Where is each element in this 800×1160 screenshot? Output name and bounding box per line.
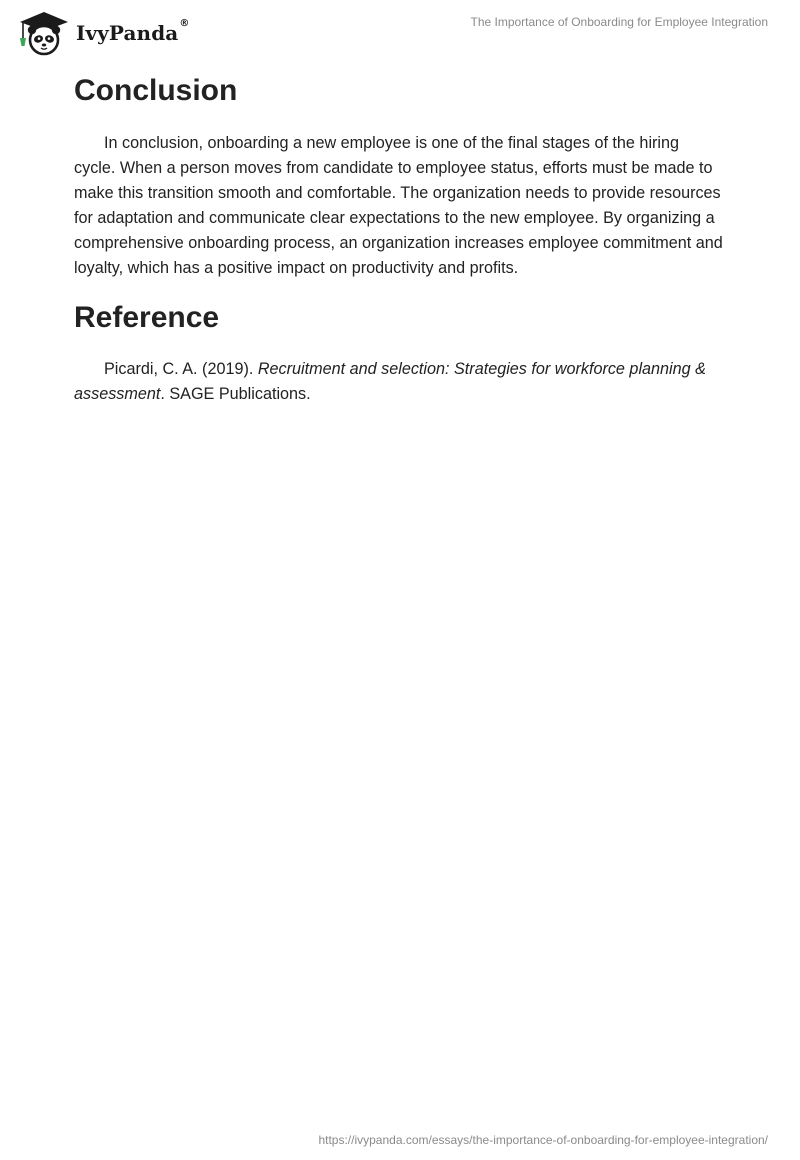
reference-heading: Reference [74,301,220,334]
page-header [0,0,800,60]
ivypanda-logo[interactable] [14,8,189,56]
document-body [74,70,724,407]
reference-section [74,297,724,407]
reference-entry [74,357,724,407]
reference-authors-year: Picardi, C. A. (2019). [104,360,258,378]
panda-graduate-icon [14,8,74,56]
brand-name: IvyPanda [76,21,179,45]
registered-mark: ® [179,17,190,29]
reference-title: Recruitment and selection: Strategies for workforce planning & assessment [74,360,706,403]
conclusion-paragraph: In conclusion, onboarding a new employee is one of the final stages of the hiring cycle. When a person moves from candidate to employee status, efforts must be made to make this transition smooth and comfortable. The organization needs to provide resources for adaptation and communicate clear expectations to the new employee. By organizing a comprehensive onboarding process, an organization increases employee commitment and loyalty, which has a positive impact on productivity and profits. [74,134,723,277]
reference-publisher: . SAGE Publications. [160,385,311,403]
footer-url[interactable]: https://ivypanda.com/essays/the-importance-of-onboarding-for-employee-integration/ [318,1133,768,1147]
conclusion-heading: Conclusion [74,74,238,107]
running-title: The Importance of Onboarding for Employee Integration [470,15,768,29]
conclusion-section [74,70,724,281]
